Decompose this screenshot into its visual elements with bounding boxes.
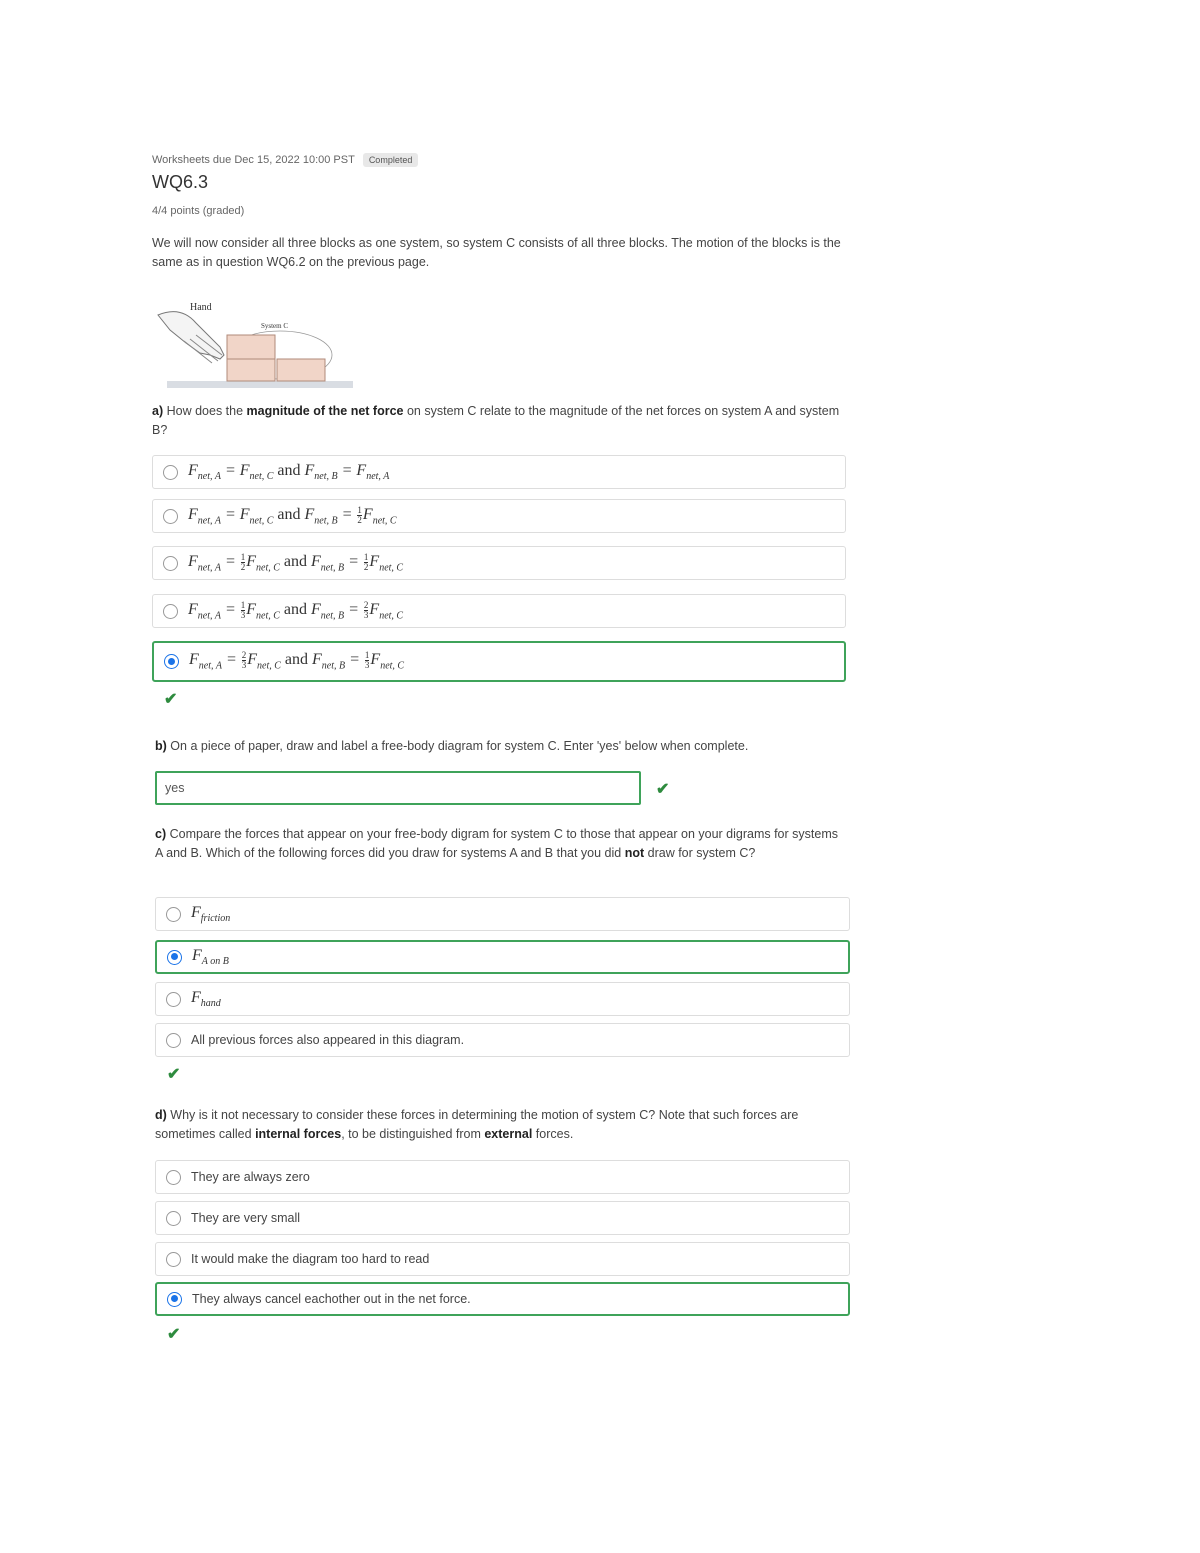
answer-option-c2[interactable] (155, 940, 850, 974)
answer-option-c3[interactable] (155, 982, 850, 1016)
equation: $F_{net, A}$ = $\frac{1}{2}$ $F_{net, C}$ and $F_{net, B}$ = $\frac{1}{2}$ $F_{net, C}$ (188, 551, 404, 574)
fraction-denominator: 3 (240, 609, 246, 620)
fraction (364, 553, 369, 572)
fraction-denominator: 2 (363, 561, 369, 572)
fraction-denominator: 3 (364, 660, 370, 671)
subscript: net, B (320, 610, 345, 622)
subscript: friction (200, 913, 231, 925)
subscript: net, C (379, 610, 404, 622)
symbol: F (356, 461, 367, 479)
fraction (364, 601, 369, 620)
system-c-label: System C (261, 322, 289, 330)
option-label: They are very small (191, 1211, 301, 1225)
answer-option-d3[interactable] (155, 1242, 850, 1276)
answer-option-d1[interactable] (155, 1160, 850, 1194)
option-label: They always cancel eachother out in the net force. (192, 1292, 471, 1306)
radio-button[interactable] (167, 950, 182, 965)
symbol: F (247, 651, 258, 669)
radio-button[interactable] (163, 509, 178, 524)
part-a-correct-icon: ✔ (164, 691, 178, 708)
subscript: net, A (197, 610, 221, 622)
fraction-numerator: 1 (240, 599, 246, 610)
equation: $F_{net, A}$ = $\frac{1}{3}$ $F_{net, C}$ and $F_{net, B}$ = $\frac{2}{3}$ $F_{net, C}$ (188, 599, 404, 622)
equation: $F_{net, A} = F_{net, C}$ and $F_{net, B}$ = $\frac{1}{2}$ $F_{net, C}$ (188, 504, 397, 527)
fraction-denominator: 2 (240, 561, 246, 572)
force-symbol (191, 904, 230, 924)
radio-button[interactable] (164, 654, 179, 669)
subscript: net, A (197, 562, 221, 574)
symbol: F (362, 505, 373, 523)
part-a-question: a) How does the magnitude of the net force on system C relate to the magnitude of the net forces on system A and system B? (152, 404, 840, 437)
answer-option-a5[interactable] (152, 641, 846, 682)
fraction-numerator: 1 (357, 504, 362, 515)
answer-option-c4[interactable] (155, 1023, 850, 1057)
part-c-question: c) Compare the forces that appear on your free-body digram for system C to those that appear on your digrams for systems A and B. Which of the following forces did you draw for systems A and B that you did not draw for system C? (155, 827, 838, 860)
conjunction: and (283, 600, 308, 618)
status-badge: Completed (363, 153, 419, 167)
subscript: net, C (256, 562, 280, 574)
conjunction: and (277, 461, 301, 479)
block-a (227, 335, 275, 359)
symbol: F (192, 946, 202, 964)
fraction-denominator: 3 (363, 609, 369, 620)
symbol: F (191, 988, 201, 1006)
subscript: net, B (320, 562, 345, 574)
symbol: F (188, 461, 198, 479)
radio-button[interactable] (166, 1170, 181, 1185)
radio-button[interactable] (166, 1211, 181, 1226)
equation: $F_{net, A}$ = $\frac{2}{3}$ $F_{net, C}$ and $F_{net, B}$ = $\frac{1}{3}$ $F_{net, C}$ (189, 650, 405, 672)
radio-button[interactable] (163, 556, 178, 571)
fraction (241, 601, 246, 620)
subscript: net, B (314, 515, 338, 527)
part-d-correct-icon: ✔ (167, 1326, 181, 1343)
symbol: F (188, 600, 198, 618)
radio-button[interactable] (166, 1033, 181, 1048)
radio-button[interactable] (166, 1252, 181, 1267)
radio-button[interactable] (163, 465, 178, 480)
block-c (277, 359, 325, 381)
symbol: F (239, 461, 250, 479)
intro-text: We will now consider all three blocks as one system, so system C consists of all three blocks. The motion of the blocks is the same as in question WQ6.2 on the previous page. (152, 236, 841, 269)
radio-button[interactable] (166, 992, 181, 1007)
symbol: F (369, 600, 380, 618)
due-date-line (152, 153, 418, 167)
fraction-numerator: 1 (363, 551, 369, 562)
symbol: F (370, 651, 381, 669)
symbol: F (246, 600, 257, 618)
radio-button[interactable] (163, 604, 178, 619)
fraction-numerator: 2 (241, 650, 247, 661)
part-b-correct-icon: ✔ (656, 781, 670, 798)
fraction-numerator: 2 (363, 599, 369, 610)
fraction (365, 651, 370, 670)
force-symbol (192, 947, 229, 967)
symbol: F (191, 903, 201, 921)
subscript: A on B (201, 956, 229, 968)
option-label: They are always zero (191, 1170, 310, 1184)
part-b-question: b) On a piece of paper, draw and label a free-body diagram for system C. Enter 'yes' below when complete. (155, 739, 749, 753)
symbol: F (189, 651, 199, 669)
floor (167, 381, 353, 388)
part-a-letter: a) (152, 404, 164, 418)
symbol: F (304, 505, 315, 523)
symbol: F (188, 505, 198, 523)
symbol: F (311, 600, 321, 618)
subscript: net, B (314, 471, 338, 483)
option-label: All previous forces also appeared in this diagram. (191, 1033, 465, 1047)
subscript: net, A (197, 471, 221, 483)
symbol: F (239, 505, 250, 523)
conjunction: and (277, 505, 301, 523)
fraction-denominator: 2 (357, 514, 362, 525)
answer-option-a2[interactable] (152, 499, 846, 533)
answer-option-d2[interactable] (155, 1201, 850, 1235)
fraction (242, 651, 247, 670)
subscript: net, C (379, 562, 404, 574)
fraction-denominator: 3 (241, 660, 247, 671)
block-b (227, 359, 275, 381)
points-text: 4/4 points (graded) (152, 205, 245, 217)
conjunction: and (283, 552, 308, 570)
fraction-numerator: 1 (364, 650, 370, 661)
subscript: net, A (366, 471, 390, 483)
fraction (241, 553, 246, 572)
radio-button[interactable] (166, 907, 181, 922)
symbol: F (246, 552, 257, 570)
symbol: F (312, 651, 322, 669)
force-symbol (191, 989, 221, 1009)
symbol: F (304, 461, 315, 479)
subscript: net, A (197, 515, 221, 527)
system-c-figure (150, 295, 360, 393)
fraction (357, 506, 362, 525)
answer-option-c1[interactable] (155, 897, 850, 931)
answer-option-a4[interactable] (152, 594, 846, 628)
part-b-answer-input[interactable]: yes (155, 771, 641, 805)
symbol: F (369, 552, 380, 570)
subscript: net, C (257, 660, 281, 672)
subscript: net, C (380, 660, 405, 672)
problem-title: WQ6.3 (152, 172, 209, 192)
subscript: net, A (198, 660, 222, 672)
hand-shape (158, 312, 224, 359)
radio-button[interactable] (167, 1292, 182, 1307)
subscript: net, B (321, 660, 346, 672)
answer-option-a3[interactable] (152, 546, 846, 580)
subscript: hand (200, 998, 221, 1010)
answer-option-a1[interactable] (152, 455, 846, 489)
subscript: net, C (249, 471, 274, 483)
part-c-correct-icon: ✔ (167, 1066, 181, 1083)
symbol: F (311, 552, 321, 570)
part-d-question: d) Why is it not necessary to consider these forces in determining the motion of system C? Note that such forces are sometimes called internal forces, to be distinguished from external forces. (155, 1108, 799, 1141)
subscript: net, C (249, 515, 274, 527)
equation: $F_{net, A} = F_{net, C}$ and $F_{net, B} = F_{net, A}$ (188, 461, 390, 483)
fraction-numerator: 1 (240, 551, 246, 562)
subscript: net, C (256, 610, 280, 622)
option-label: It would make the diagram too hard to read (191, 1252, 430, 1266)
symbol: F (188, 552, 198, 570)
answer-option-d4[interactable] (155, 1282, 850, 1316)
subscript: net, C (372, 515, 397, 527)
due-date: Worksheets due Dec 15, 2022 10:00 PST (152, 154, 355, 166)
conjunction: and (284, 651, 309, 669)
hand-label: Hand (190, 302, 212, 313)
